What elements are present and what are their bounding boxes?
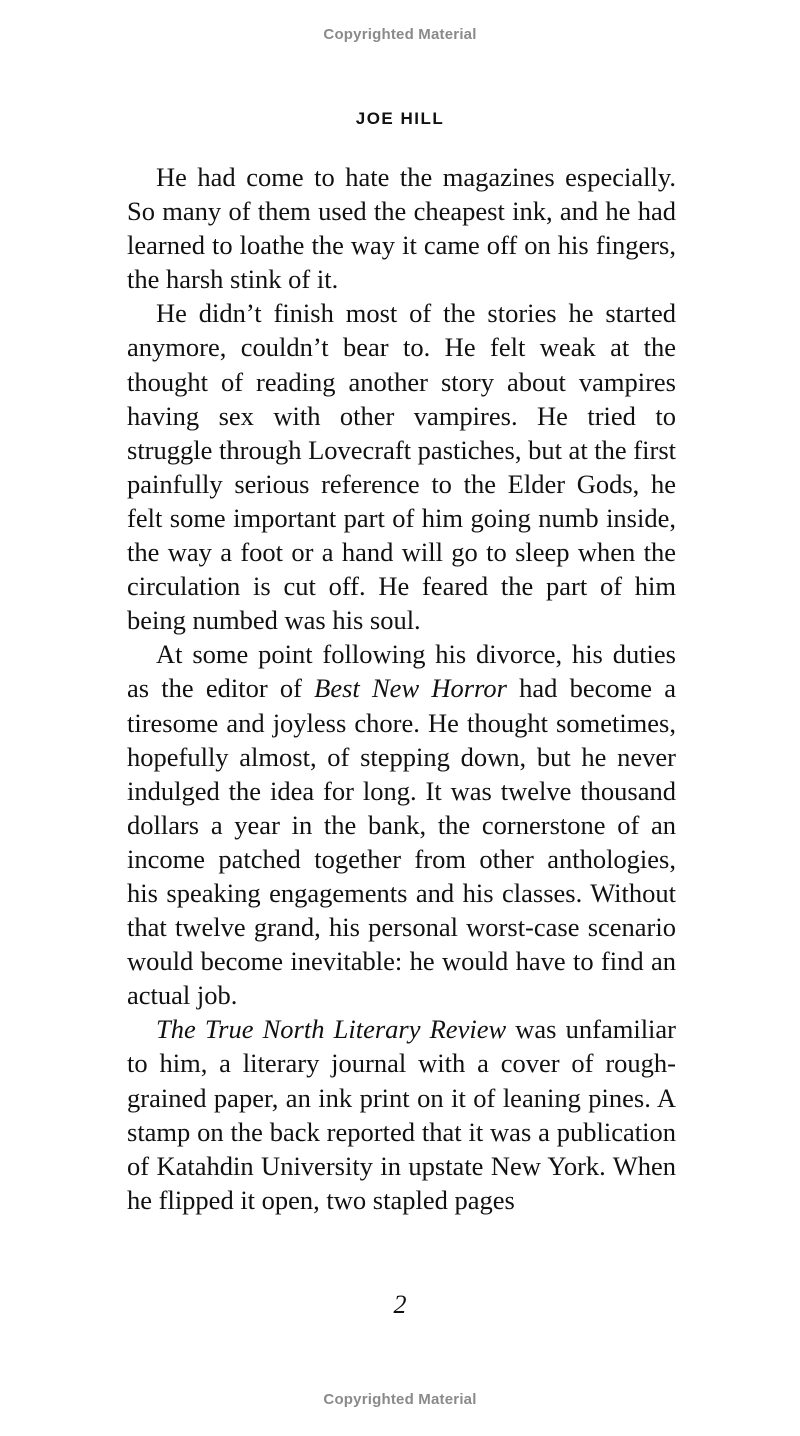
paragraph-text: At some point following his divorce, his duties as the editor of	[127, 639, 676, 704]
page-number: 2	[393, 1290, 407, 1319]
magazine-title: Best New Horror	[314, 673, 507, 704]
copyright-watermark-top: Copyrighted Material	[323, 26, 477, 43]
paragraph-text: was unfamiliar to him, a literary journal with a cover of rough-grained paper, an ink print on it of leaning pines. A stamp on the back reported that it was a publication of Katahdin University in upstate New York. When he flipped it open, two stapled pages	[127, 1014, 677, 1215]
body-text	[127, 160, 676, 1217]
paragraph: He didn’t finish most of the stories he started anymore, couldn’t bear to. He felt weak at the thought of reading another story about vampires having sex with other vampires. He tried to struggle through Lovecraft pastiches, but at the first painfully serious reference to the Elder Gods, he felt some important part of him going numb inside, the way a foot or a hand will go to sleep when the circulation is cut off. He feared the part of him being numbed was his soul.	[127, 298, 676, 636]
paragraph	[127, 1012, 676, 1217]
paragraph	[127, 637, 676, 1012]
journal-title: The True North Literary Review	[156, 1014, 507, 1045]
paragraph-text: had become a tiresome and joyless chore. He thought sometimes, hopefully almost, of stepping down, but he never indulged the idea for long. It was twelve thousand dollars a year in the bank, the cornerstone of an income patched together from other anthologies, his speaking engagements and his classes. Without that twelve grand, his personal worst-case scenario would become inevitable: he would have to find an actual job.	[127, 673, 676, 1011]
running-head-author: JOE HILL	[355, 109, 445, 128]
paragraph: He had come to hate the magazines especially. So many of them used the cheapest ink, and he had learned to loathe the way it came off on his fingers, the harsh stink of it.	[127, 162, 676, 295]
copyright-watermark-bottom: Copyrighted Material	[323, 1391, 477, 1408]
